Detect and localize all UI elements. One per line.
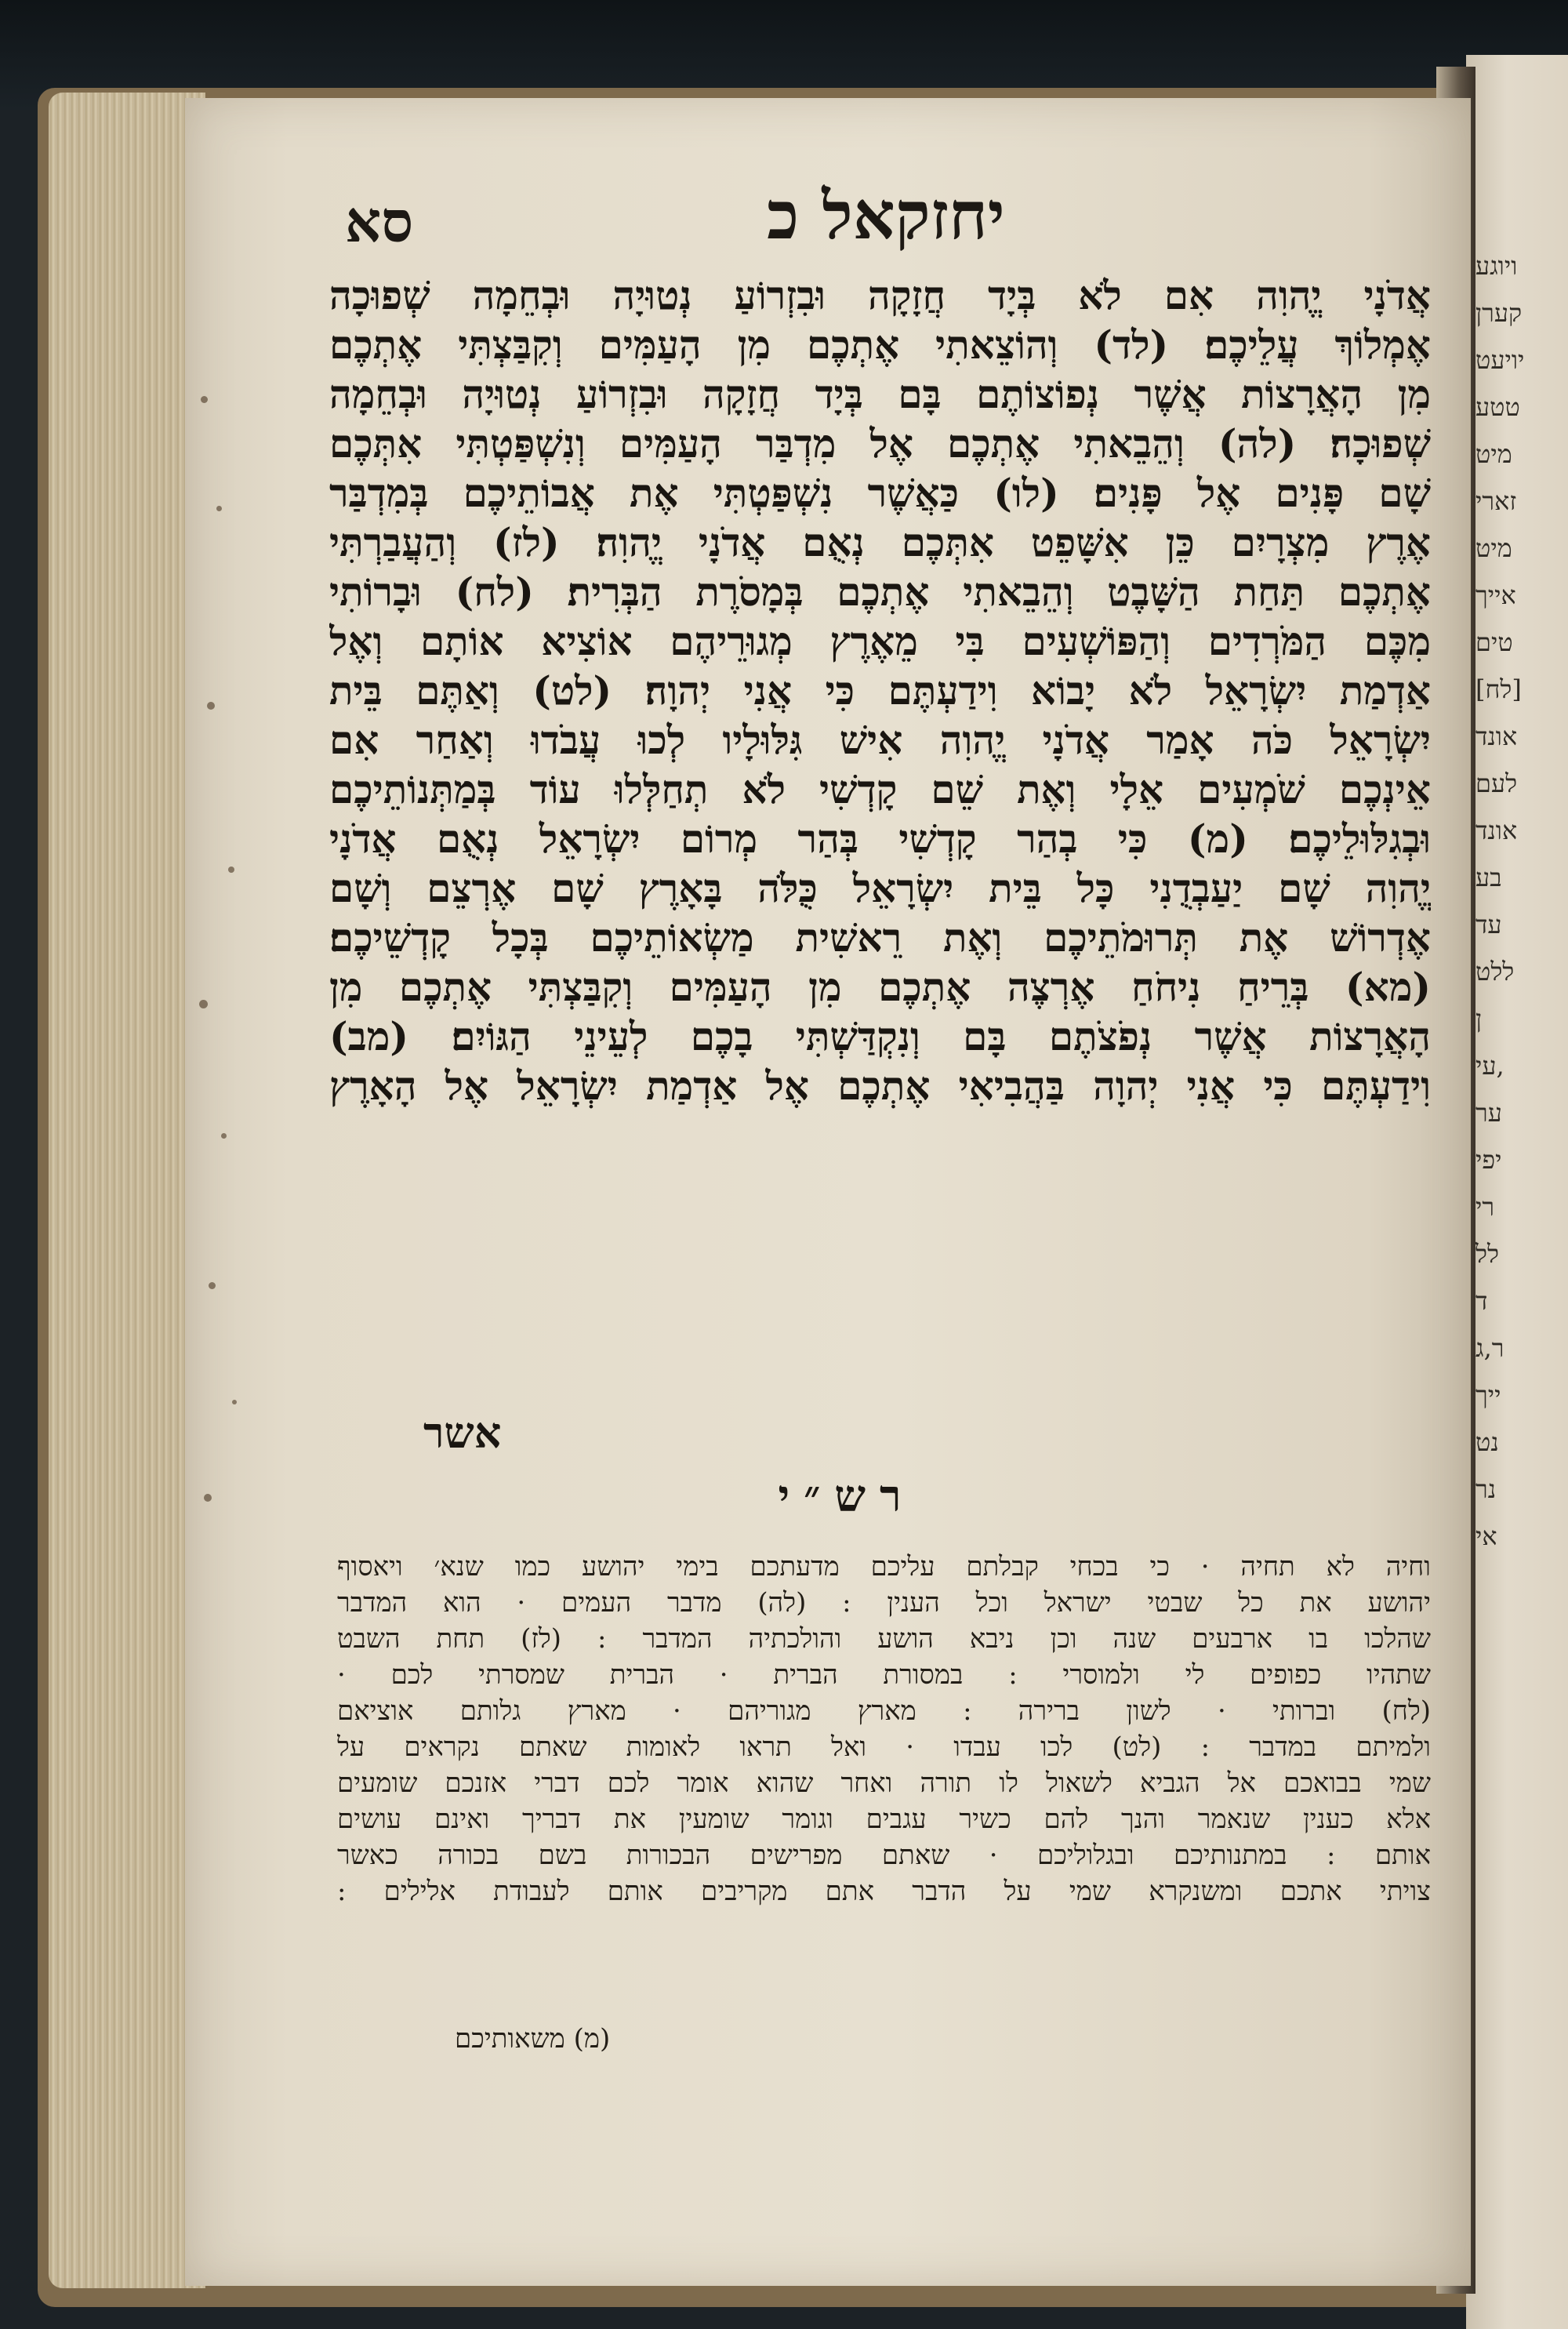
facing-page-fragment: נט [1475,1427,1499,1457]
facing-page-fragment: ער [1475,1098,1502,1128]
text-line: אֶרֶץ מִצְרָיִם כֵּן אִשָּׁפֵט אִתְּכֶם נְאֻם אֲדֹנָי יֱהוִה׃ (לז) וְהַעֲבַרְתִּי [329,519,1431,565]
stain [209,1282,216,1289]
facing-page-fragment: טטע [1475,392,1520,422]
facing-page-fragment: אונד [1475,816,1518,845]
text-line: (מא) בְּרֵיחַ נִיחֹחַ אֶרְצֶה אֶתְכֶם מִן הָעַמִּים וְקִבַּצְתִּי אֶתְכֶם מִן [329,964,1431,1010]
facing-page-fragment: מיט [1475,533,1512,563]
text-line: וִידַעְתֶּם כִּי אֲנִי יְהוָה בַּהֲבִיאִי אֶתְכֶם אֶל אַדְמַת יִשְׂרָאֵל אֶל הָאָרֶץ [329,1063,1431,1109]
facing-page-fragment: ייך [1475,1380,1501,1410]
stain [232,1400,237,1404]
facing-page-fragment: עד [1475,910,1502,939]
running-title: יחזקאל כ [767,176,1005,254]
commentary-line: ולמיתם במדבר : (לט) לכו עבדו · ואל תראו לאומות שאתם נקראים על [337,1731,1431,1763]
facing-page-fragment: לעם [1475,768,1518,798]
facing-page-fragment: בע [1475,863,1502,892]
commentary-line: שהלכו בו ארבעים שנה וכן ניבא הושע והולכתיה המדבר : (לז) תחת השבט [337,1623,1431,1655]
text-line: שָׁם פָּנִים אֶל פָּנִים׃ (לו) כַּאֲשֶׁר נִשְׁפַּטְתִּי אֶת אֲבוֹתֵיכֶם בְּמִדְבַּר [329,470,1431,516]
commentary-line: שתהיו כפופים לי ולמוסרי : במסורת הברית · הברית שמסרתי לכם · [337,1659,1431,1691]
facing-page-fragment: יויעט [1475,345,1525,375]
text-line: אֶדְרוֹשׁ אֶת תְּרוּמֹתֵיכֶם וְאֶת רֵאשִׁית מַשְׂאוֹתֵיכֶם בְּכָל קָדְשֵׁיכֶם׃ [329,914,1431,961]
facing-page-fragment: לל [1475,1239,1499,1269]
facing-page-fragment: קערן [1475,298,1523,328]
text-line: יִשְׂרָאֵל כֹּה אָמַר אֲדֹנָי יֱהוִה אִישׁ גִּלּוּלָיו לְכוּ עֲבֹדוּ וְאַחַר אִם [329,717,1431,763]
text-line: אֶמְלוֹךְ עֲלֵיכֶם׃ (לד) וְהוֹצֵאתִי אֶתְכֶם מִן הָעַמִּים וְקִבַּצְתִּי אֶתְכֶם [329,322,1431,368]
stain [216,506,222,511]
facing-page-fragment: אי [1475,1521,1497,1551]
commentary-line: אותם : במתנותיכם ובגלוליכם · שאתם מפרישים הבכורות בשם בכורה כאשר [337,1840,1431,1871]
commentary-line: וחיה לא תחיה · כי בכחי קבלתם עליכם מדעתכם בימי יהושע כמו שנא׳ ויאסוף [337,1551,1431,1582]
facing-page-fragment: ללט [1475,957,1515,986]
page-edges [49,93,205,2288]
stain [201,396,208,403]
text-line: מִן הָאֲרָצוֹת אֲשֶׁר נְפוֹצוֹתֶם בָּם בְּיָד חֲזָקָה וּבִזְרוֹעַ נְטוּיָה וּבְחֵמָה [329,371,1431,417]
catchword: אשר [423,1408,502,1458]
stain [228,867,234,873]
stain [207,702,215,710]
rashi-commentary [337,1549,1431,1909]
facing-page-fragment: מיט [1475,439,1512,469]
text-line: אַדְמַת יִשְׂרָאֵל לֹא יָבוֹא וִידַעְתֶּם כִּי אֲנִי יְהוָה׃ (לט) וְאַתֶּם בֵּית [329,667,1431,714]
facing-page-fragment: ד [1475,1286,1488,1316]
text-line: וּבְגִלּוּלֵיכֶם׃ (מ) כִּי בְהַר קָדְשִׁי בְּהַר מְרוֹם יִשְׂרָאֵל נְאֻם אֲדֹנָי [329,816,1431,862]
text-line: הָאֲרָצוֹת אֲשֶׁר נְפֹצֹתֶם בָּם וְנִקְדַּשְׁתִּי בָכֶם לְעֵינֵי הַגּוֹיִם׃ (מב) [329,1013,1431,1059]
facing-page-text [1475,251,1568,1568]
rashi-last-line: (מ) משאותיכם [455,2023,611,2055]
commentary-line: צויתי אתכם ומשנקרא שמי על הדבר אתם מקריבים אותם לעבודת אלילים : [337,1876,1431,1907]
text-line: אֵינְכֶם שֹׁמְעִים אֵלָי וְאֶת שֵׁם קָדְשִׁי לֹא תְחַלְּלוּ עוֹד בְּמַתְּנוֹתֵיכֶם [329,766,1431,812]
facing-page-fragment: נר [1475,1474,1497,1504]
commentary-line: שמי בבואכם אל הגביא לשאול לו תורה ואחר שהוא אומר לכם דברי אזנכם שומעים [337,1768,1431,1799]
facing-page-fragment: ר,ג [1475,1333,1504,1363]
rashi-heading: רש״י [778,1470,916,1522]
facing-page-fragment: אייך [1475,580,1516,610]
commentary-line: (לח) וברותי · לשון ברירה : מארץ מגוריהם · מארץ גלותם אוציאם [337,1695,1431,1727]
stain [204,1494,212,1502]
facing-page-fragment: [לח] [1475,674,1522,704]
commentary-line: אלא כענין שנאמר והנך להם כשיר עגבים וגומר שומעין את דבריך ואינם עושים [337,1804,1431,1835]
text-line: יֱהוִה שָׁם יַעַבְדֻנִי כָּל בֵּית יִשְׂרָאֵל כֻּלֹּה בָּאָרֶץ שָׁם אֶרְצֵם וְשָׁם [329,865,1431,911]
commentary-line: יהושע את כל שבטי ישראל וכל הענין : (לה) מדבר העמים · הוא המדבר [337,1587,1431,1619]
facing-page-fragment: יפי [1475,1145,1502,1175]
text-line: מִכֶּם הַמֹּרְדִים וְהַפּוֹשְׁעִים בִּי מֵאֶרֶץ מְגוּרֵיהֶם אוֹצִיא אוֹתָם וְאֶל [329,618,1431,664]
facing-page-fragment: רי [1475,1192,1495,1222]
facing-page-fragment: טים [1475,627,1513,657]
folio-number: סא [345,188,414,255]
facing-page-fragment: זארי [1475,486,1517,516]
text-line: שְׁפוּכָה׃ (לה) וְהֵבֵאתִי אֶתְכֶם אֶל מִדְבַּר הָעַמִּים וְנִשְׁפַּטְתִּי אִתְּכֶם [329,420,1431,467]
facing-page-fragment: אונד [1475,721,1518,751]
text-line: אֶתְכֶם תַּחַת הַשָּׁבֶט וְהֵבֵאתִי אֶתְכֶם בְּמָסֹרֶת הַבְּרִית׃ (לח) וּבָרוֹתִי [329,569,1431,615]
main-text-block [329,271,1431,1110]
facing-page-fragment: ן [1475,1004,1483,1034]
facing-page-fragment: עי, [1475,1051,1504,1081]
stain [221,1133,227,1139]
facing-page-fragment: ויוגע [1475,251,1518,281]
text-line: אֲדֹנָי יֱהוִה אִם לֹא בְּיָד חֲזָקָה וּבִזְרוֹעַ נְטוּיָה וּבְחֵמָה שְׁפוּכָה [329,272,1431,318]
stain [199,1000,208,1008]
